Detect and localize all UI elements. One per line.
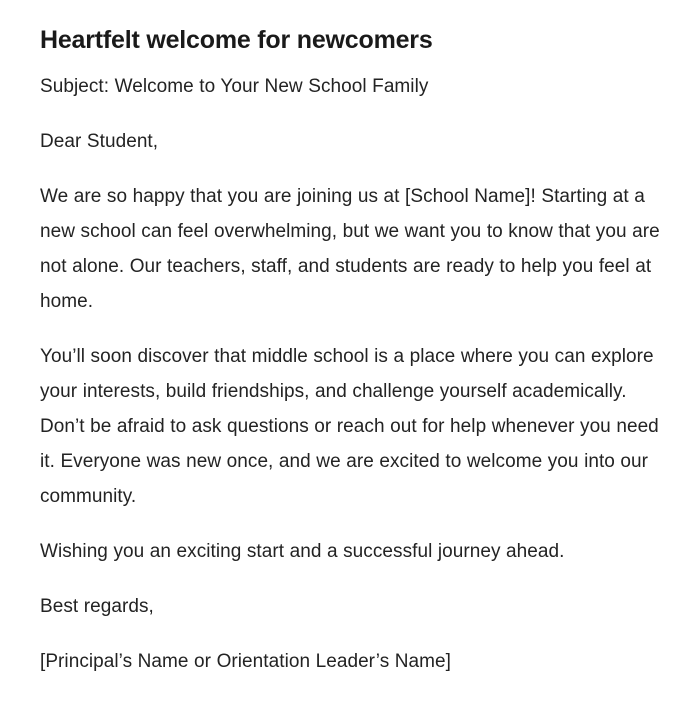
- page-title: Heartfelt welcome for newcomers: [40, 26, 433, 54]
- article-body: [40, 57, 660, 679]
- paragraph-salutation: Dear Student,: [40, 131, 159, 152]
- paragraph-signature: [Principal’s Name or Orientation Leader’s Name]: [40, 651, 451, 672]
- paragraph-wishes: Wishing you an exciting start and a successful journey ahead.: [40, 541, 565, 562]
- paragraph-encouragement: You’ll soon discover that middle school is a place where you can explore your interests, build friendships, and challenge yourself academically. Don’t be afraid to ask questions or reach out for help whenever you need it. Everyone was new once, and we are excited to welcome you into our community.: [40, 346, 659, 507]
- paragraph-signoff: Best regards,: [40, 596, 154, 617]
- paragraph-welcome: We are so happy that you are joining us at [School Name]! Starting at a new school can feel overwhelming, but we want you to know that you are not alone. Our teachers, staff, and students are ready to help you feel at home.: [40, 186, 660, 312]
- paragraph-subject: Subject: Welcome to Your New School Family: [40, 76, 429, 97]
